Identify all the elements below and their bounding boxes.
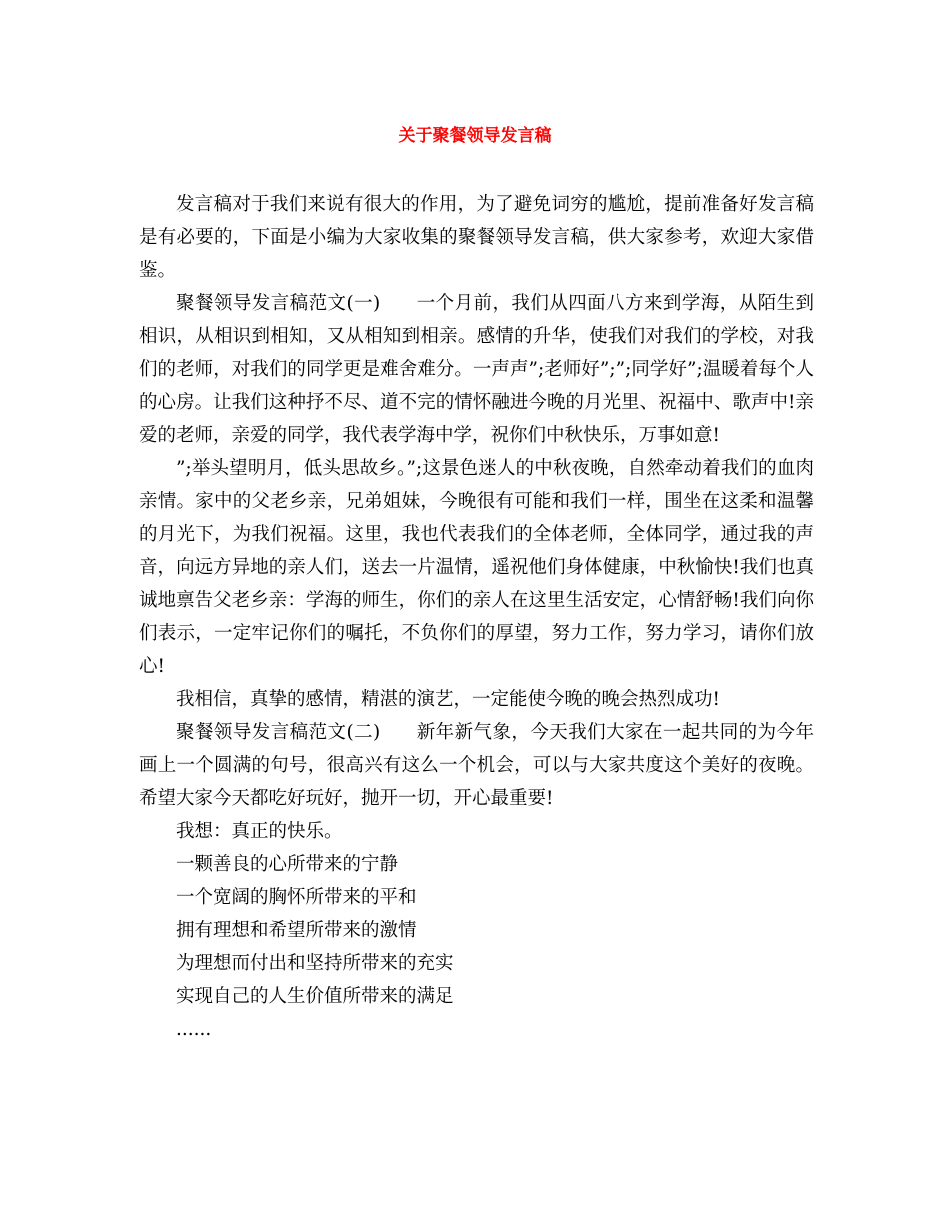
sample2-text: 新年新气象，今天我们大家在一起共同的为今年画上一个圆满的句号，很高兴有这么一个机会，可以与大家共度这个美好的夜晚。希望大家今天都吃好玩好，抛开一切，开心最重要! [139,722,814,809]
sample1-text: 一个月前，我们从四面八方来到学海，从陌生到相识，从相识到相知，又从相知到相亲。感情的升华，使我们对我们的学校，对我们的老师，对我们的同学更是难舍难分。一声声”;老师好”;”;同学好”;温暖着每个人的心房。让我们这种抒不尽、道不完的情怀融进今晚的月光里、祝福中、歌声中!亲爱的老师，亲爱的同学，我代表学海中学，祝你们中秋快乐，万事如意! [139,293,814,446]
poem-line: 一个宽阔的胸怀所带来的平和 [176,887,417,908]
document-title: 关于聚餐领导发言稿 [398,126,552,146]
poem-line: 我想：真正的快乐。 [176,821,343,842]
poem-line: 一颗善良的心所带来的宁静 [176,854,399,875]
poem-line: 实现自己的人生价值所带来的满足 [176,986,454,1007]
poem-line: 拥有理想和希望所带来的激情 [176,920,417,941]
poem-ellipsis: ...... [176,1019,212,1040]
sample1-paragraph-3: 我相信，真挚的感情，精湛的演艺，一定能使今晚的晚会热烈成功! [176,689,720,710]
sample1-heading: 聚餐领导发言稿范文(一) [176,293,381,314]
intro-paragraph: 发言稿对于我们来说有很大的作用，为了避免词穷的尴尬，提前准备好发言稿是有必要的，下面是小编为大家收集的聚餐领导发言稿，供大家参考，欢迎大家借鉴。 [139,194,814,281]
poem-line: 为理想而付出和坚持所带来的充实 [176,953,454,974]
sample1-paragraph [139,287,814,452]
sample1-paragraph-2: ”;举头望明月，低头思故乡。”;这景色迷人的中秋夜晚，自然牵动着我们的血肉亲情。家中的父老乡亲，兄弟姐妹，今晚很有可能和我们一样，围坐在这柔和温馨的月光下，为我们祝福。这里，我也代表我们的全体老师，全体同学，通过我的声音，向远方异地的亲人们，送去一片温情，遥祝他们身体健康，中秋愉快!我们也真诚地禀告父老乡亲：学海的师生，你们的亲人在这里生活安定，心情舒畅!我们向你们表示，一定牢记你们的嘱托，不负你们的厚望，努力工作，努力学习，请你们放心! [139,458,814,677]
sample2-paragraph [139,716,814,815]
sample2-heading: 聚餐领导发言稿范文(二) [176,722,381,743]
document-body [139,188,814,1046]
